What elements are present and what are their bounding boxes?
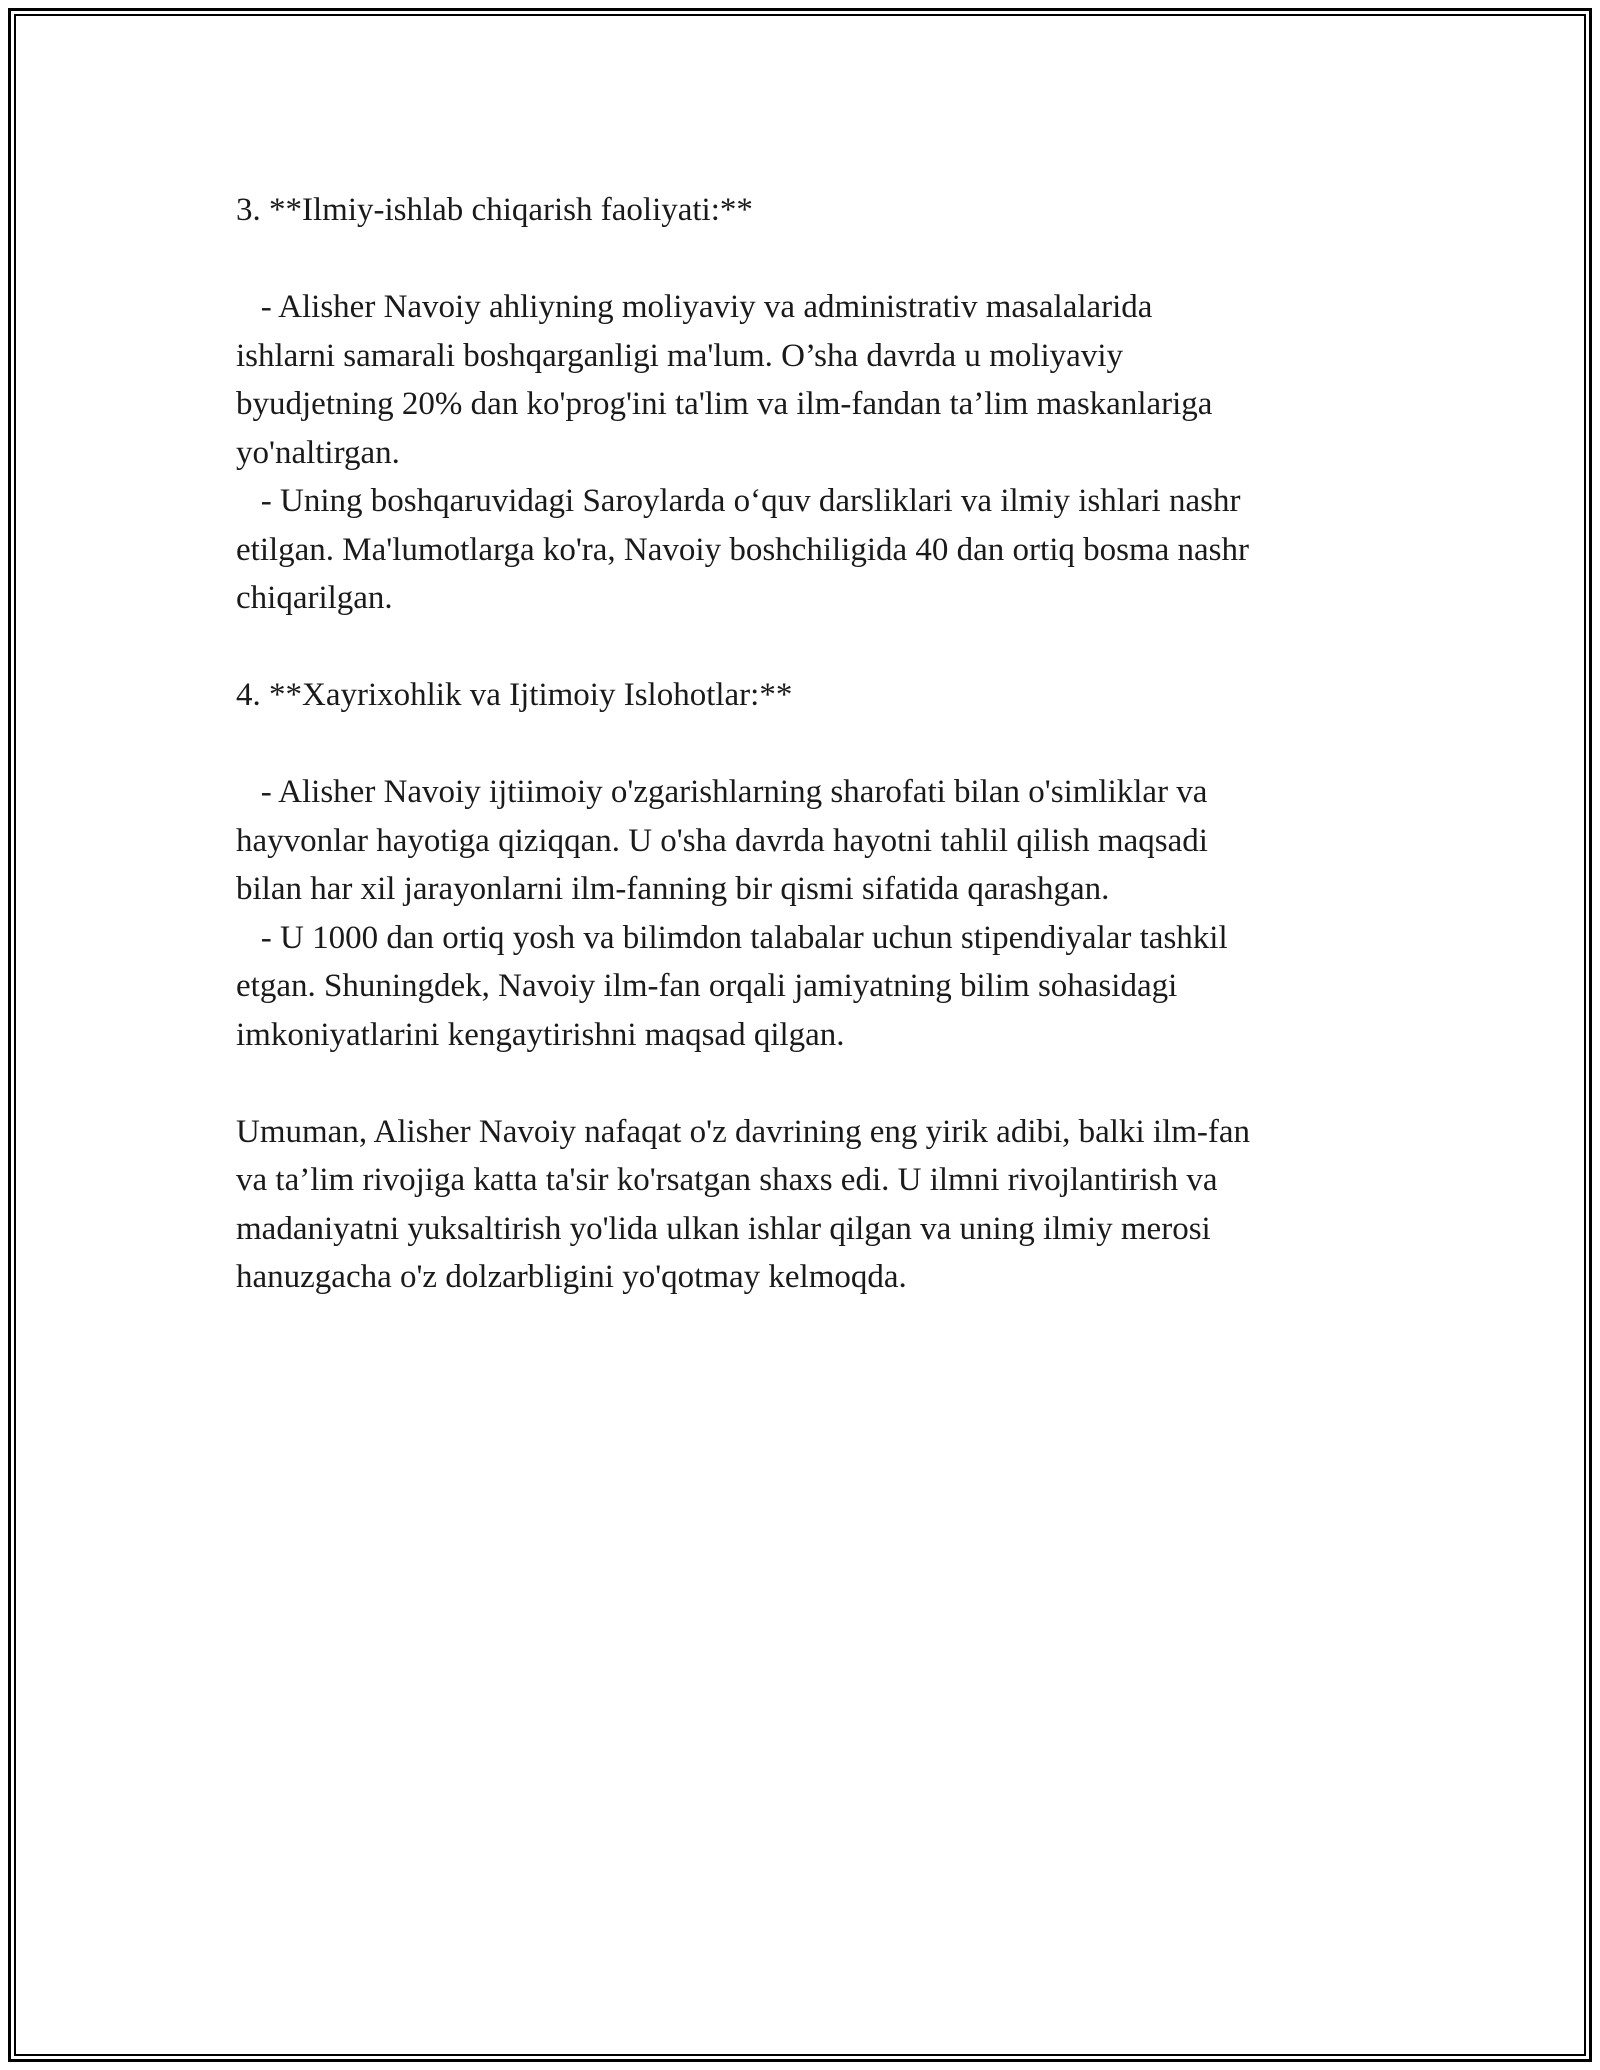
section-4-paragraph-2-line-2: etgan. Shuningdek, Navoiy ilm-fan orqali jamiyatning bilim sohasidagi: [236, 968, 1178, 1004]
section-3-paragraph-2-line-1: - Uning boshqaruvidagi Saroylarda o‘quv darsliklari va ilmiy ishlari nashr: [236, 483, 1241, 519]
section-3-paragraph-1-line-2: ishlarni samarali boshqarganligi ma'lum. O’sha davrda u moliyaviy: [236, 337, 1123, 374]
section-4-paragraph-1-line-3: bilan har xil jarayonlarni ilm-fanning bir qismi sifatida qarashgan.: [236, 871, 1110, 907]
section-3-heading: 3. **Ilmiy-ishlab chiqarish faoliyati:**: [236, 192, 753, 228]
blank-line: [236, 623, 1376, 672]
section-4-heading: 4. **Xayrixohlik va Ijtimoiy Islohotlar:**: [236, 677, 793, 713]
conclusion-line-1: Umuman, Alisher Navoiy nafaqat o'z davrining eng yirik adibi, balki ilm-fan: [236, 1113, 1251, 1150]
blank-line: [236, 235, 1376, 284]
section-4-paragraph-1-line-1: - Alisher Navoiy ijtiimoiy o'zgarishlarning sharofati bilan o'simliklar va: [236, 774, 1208, 810]
conclusion-line-2: va ta’lim rivojiga katta ta'sir ko'rsatgan shaxs edi. U ilmni rivojlantirish va: [236, 1162, 1218, 1198]
section-3-paragraph-1-line-4: yo'naltirgan.: [236, 434, 400, 471]
conclusion-line-4: hanuzgacha o'z dolzarbligini yo'qotmay kelmoqda.: [236, 1259, 907, 1295]
section-4-paragraph-2-line-3: imkoniyatlarini kengaytirishni maqsad qilgan.: [236, 1016, 845, 1053]
section-3-paragraph-1-line-3: byudjetning 20% dan ko'prog'ini ta'lim va ilm-fandan ta’lim maskanlariga: [236, 386, 1213, 422]
blank-line: [236, 720, 1376, 769]
section-3-paragraph-2-line-2: etilgan. Ma'lumotlarga ko'ra, Navoiy boshchiligida 40 dan ortiq bosma nashr: [236, 531, 1249, 568]
blank-line: [236, 1059, 1376, 1108]
section-4-paragraph-1-line-2: hayvonlar hayotiga qiziqqan. U o'sha davrda hayotni tahlil qilish maqsadi: [236, 822, 1208, 859]
section-4-paragraph-2-line-1: - U 1000 dan ortiq yosh va bilimdon talabalar uchun stipendiyalar tashkil: [236, 919, 1228, 956]
section-3-paragraph-1-line-1: - Alisher Navoiy ahliyning moliyaviy va administrativ masalalarida: [236, 289, 1153, 325]
section-3-paragraph-2-line-3: chiqarilgan.: [236, 580, 393, 616]
document-body: [236, 186, 1376, 1302]
conclusion-line-3: madaniyatni yuksaltirish yo'lida ulkan ishlar qilgan va uning ilmiy merosi: [236, 1210, 1211, 1247]
